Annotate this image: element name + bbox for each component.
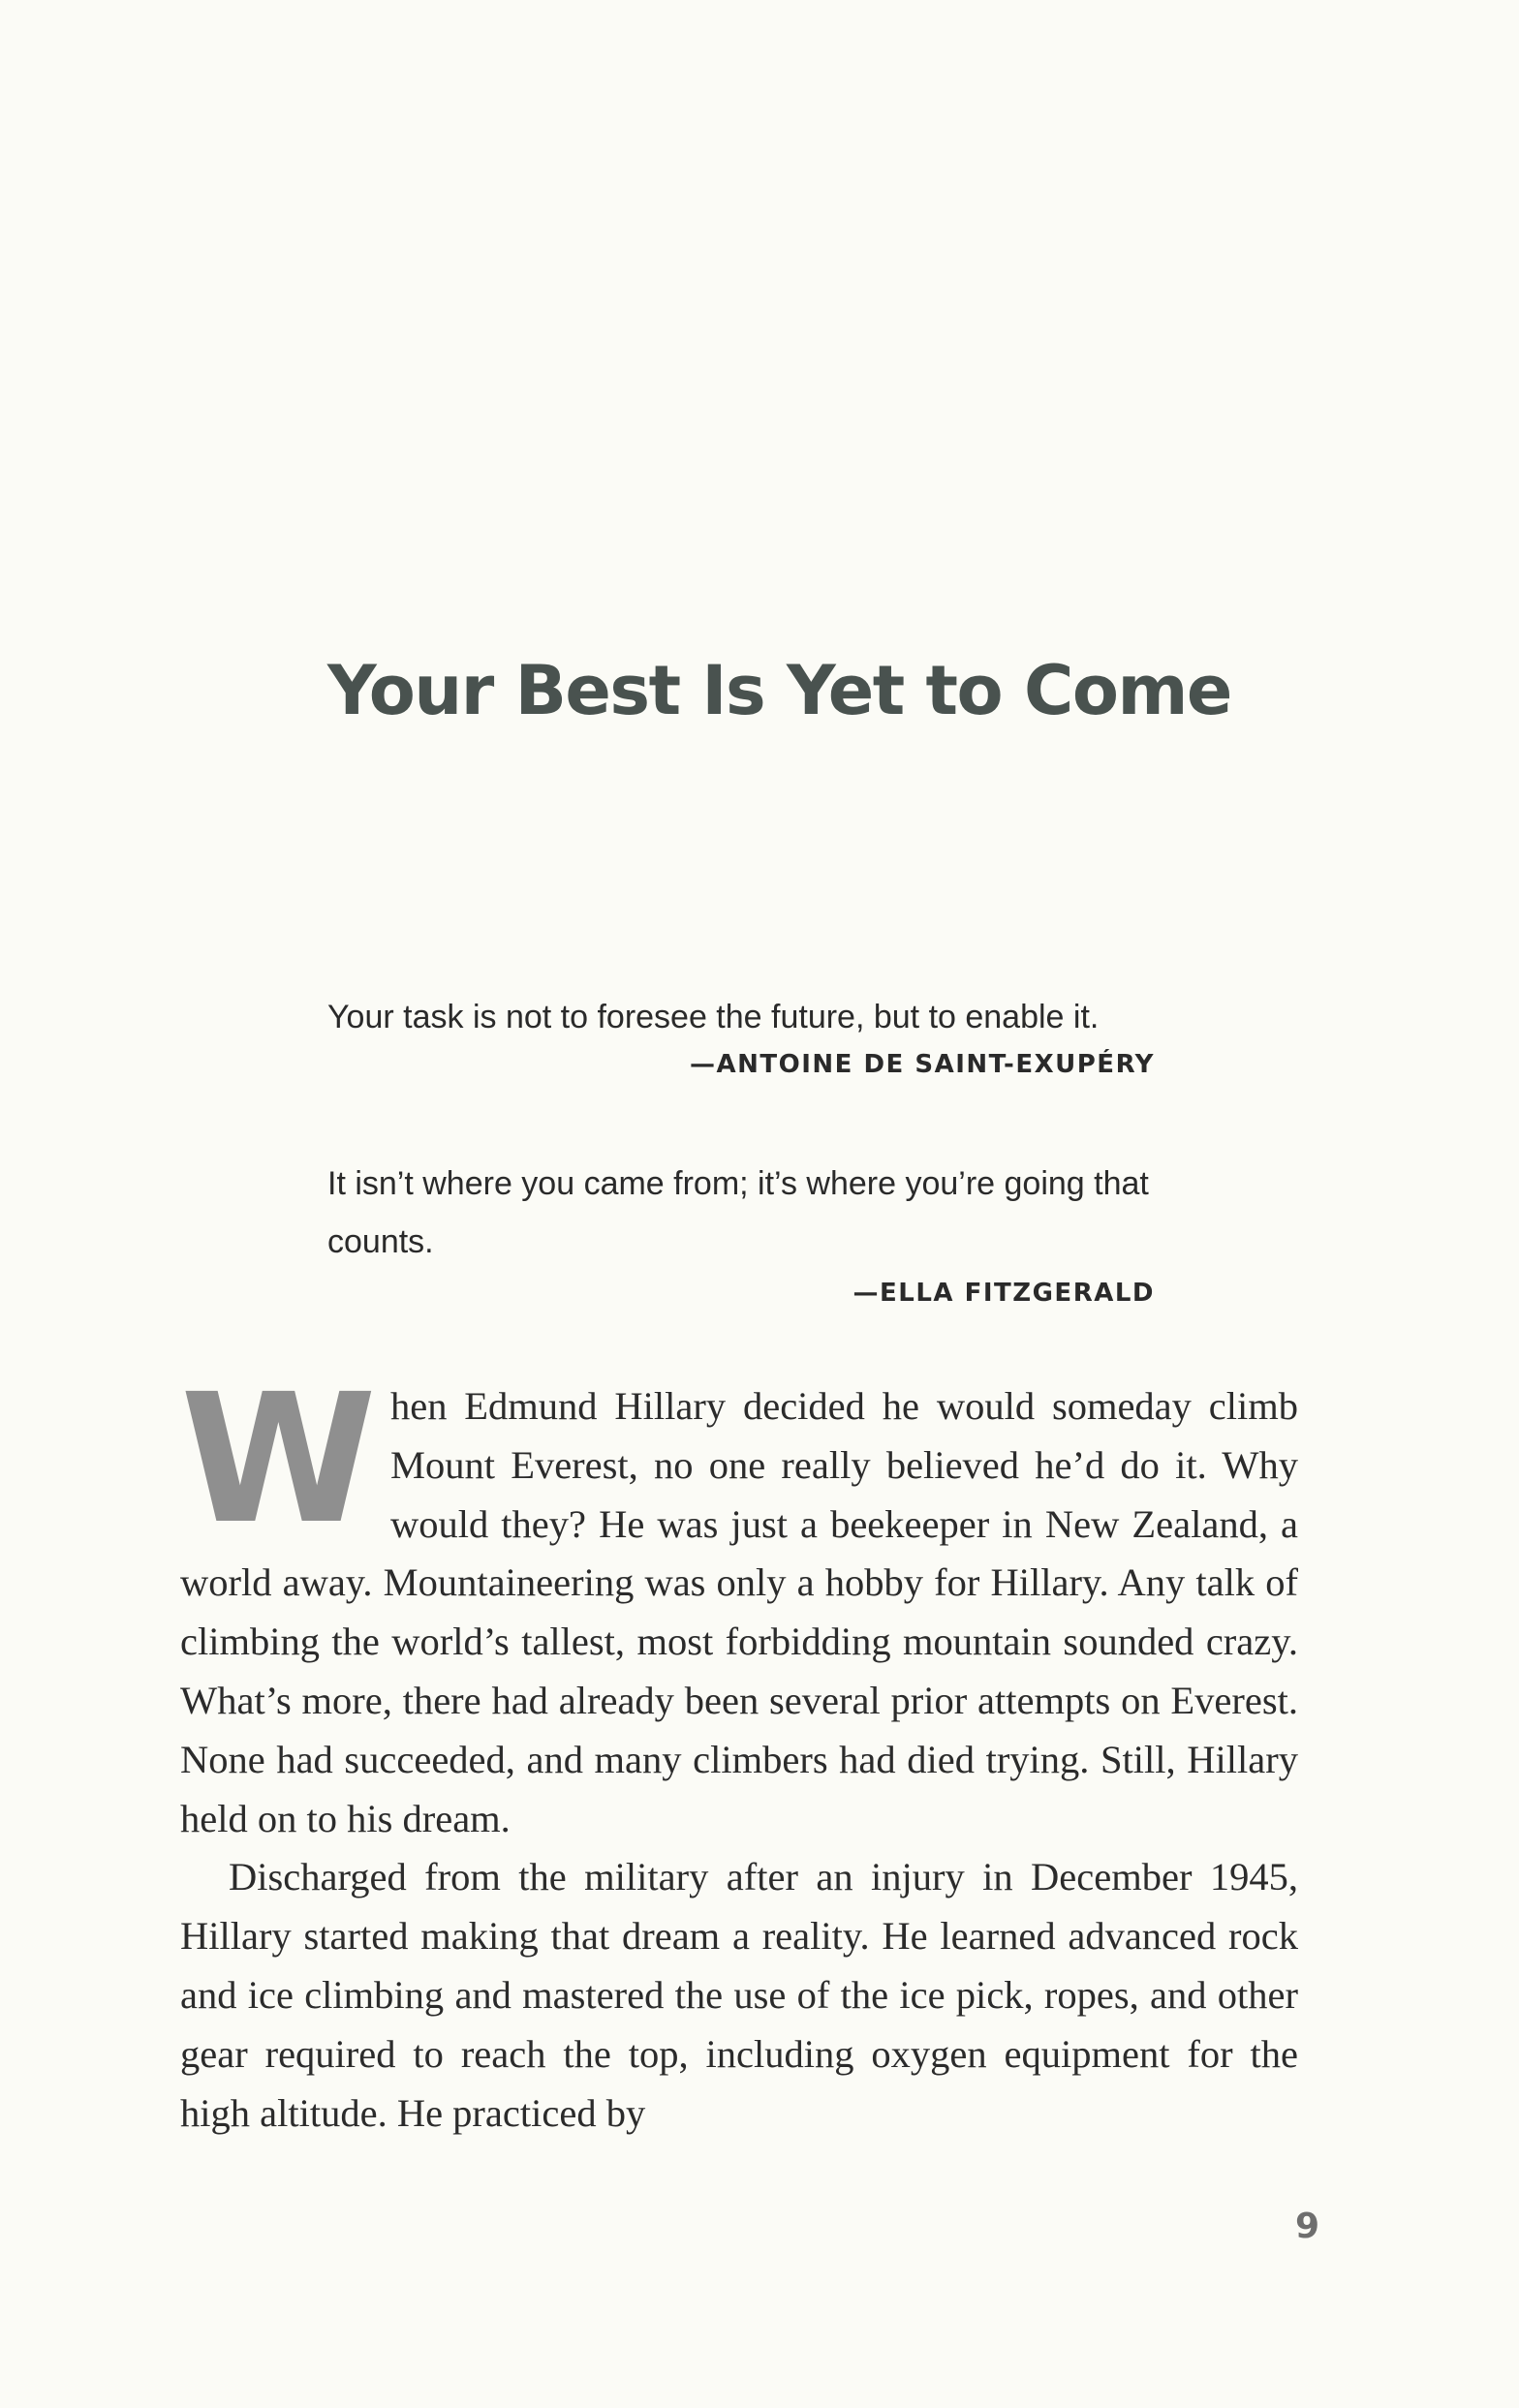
epigraph [327,988,1155,1079]
epigraph-attribution: —ELLA FITZGERALD [852,1279,1155,1308]
body-paragraph [180,1356,1298,1848]
epigraph-quote: It isn’t where you came from; it’s where you’re going that counts. [327,1165,1149,1260]
epigraph [327,1155,1155,1308]
page-number: 9 [1294,2207,1319,2246]
chapter-title: Your Best Is Yet to Come [327,651,1231,730]
epigraph-quote: Your task is not to foresee the future, but to enable it. [327,999,1100,1035]
body-text [180,1356,1298,2143]
body-paragraph: Discharged from the military after an injury in December 1945, Hillary started making that dream a reality. He learned advanced rock and ice climbing and mastered the use of the ice pick, ropes, and other gear required to reach the top, including oxygen equipment for the high altitude. He practiced by [180,1855,1298,2135]
drop-cap: W [180,1356,373,1563]
paragraph-text: hen Edmund Hillary decided he would someday climb Mount Everest, no one really believed he’d do it. Why would they? He was just a beekeeper in New Zealand, a world away. Mountaineering was only a hobby for Hillary. Any talk of climbing the world’s tallest, most forbidding mountain sounded crazy. What’s more, there had already been several prior attempts on Everest. None had succeeded, and many climbers had died trying. Still, Hillary held on to his dream. [180,1384,1298,1840]
epigraph-attribution: —ANTOINE DE SAINT-EXUPÉRY [689,1050,1155,1079]
